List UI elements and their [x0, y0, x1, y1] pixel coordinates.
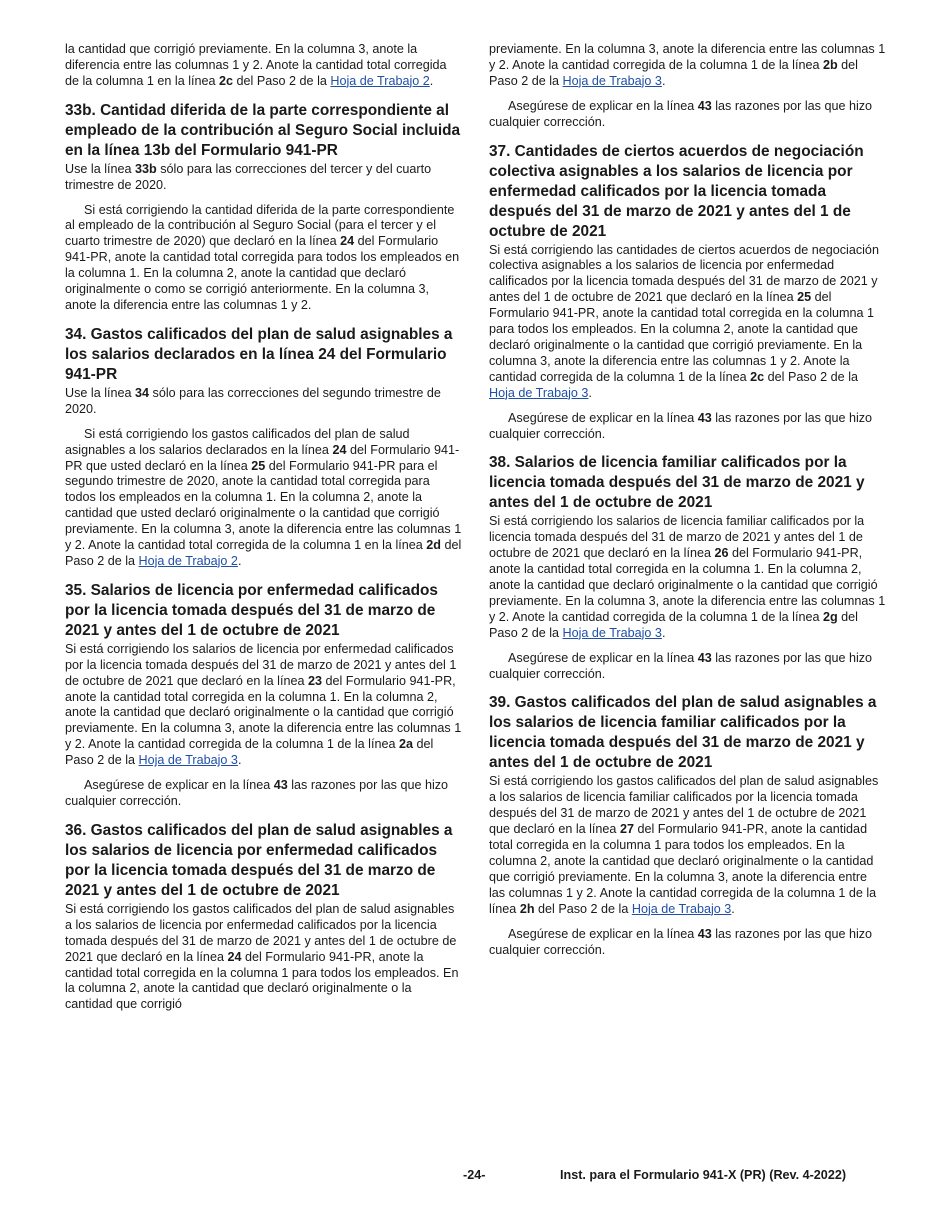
paragraph-36-instructions: Si está corrigiendo los gastos calificados del plan de salud asignables a los salarios de licencia por enfermedad calificados por la licencia tomada después del 31 de marzo de 2021 y antes del 1 de octubre de 2021 que declaró en la línea 24 del Formulario 941-PR, anote la cantidad total corregida en la columna 1 para todos los empleados. En la columna 2, anote la cantidad que declaró originalmente o la cantidad que corrigió [65, 901, 459, 1012]
paragraph-34-instructions: Si está corrigiendo los gastos calificados del plan de salud asignables a los salarios declarados en la línea 24 del Formulario 941-PR que usted declaró en la línea 25 del Formulario 941-PR para el segundo trimestre de 2020, anote la cantidad total corregida para todos los empleados en la columna 1. En la columna 2, anote la cantidad que usted declaró originalmente o la cantidad que corrigió previamente. En la columna 3, anote la diferencia entre las columnas 1 y 2. Anote la cantidad total corregida de la columna 1 en la línea 2d del Paso 2 de la Hoja de Trabajo 2. [65, 426, 462, 568]
heading-34: 34. Gastos calificados del plan de salud asignables a los salarios declarados en la línea 24 del Formulario 941-PR [65, 325, 453, 383]
link-hoja-de-trabajo-2[interactable]: Hoja de Trabajo 2 [138, 553, 238, 568]
link-hoja-de-trabajo-3[interactable]: Hoja de Trabajo 3 [489, 385, 589, 400]
paragraph-33b-scope: Use la línea 33b sólo para las correcciones del tercer y del cuarto trimestre de 2020. [65, 161, 432, 192]
heading-38: 38. Salarios de licencia familiar calificados por la licencia tomada después del 31 de marzo de 2021 y antes del 1 de octubre de 2021 [489, 454, 865, 512]
paragraph-33b-instructions: Si está corrigiendo la cantidad diferida de la parte correspondiente al empleado de la contribución al Seguro Social (para el tercer y el cuarto trimestre de 2020) que declaró en la línea 24 del Formulario 941-PR, anote la cantidad total corregida para todos los empleados en la columna 1. En la columna 2, anote la cantidad que declaró originalmente o como se corrigió anteriormente. En la columna 3, anote la diferencia entre las columnas 1 y 2. [65, 202, 460, 312]
paragraph-35-explain: Asegúrese de explicar en la línea 43 las razones por las que hizo cualquier corrección. [65, 778, 449, 808]
link-hoja-de-trabajo-3[interactable]: Hoja de Trabajo 3 [138, 753, 238, 768]
heading-33b: 33b. Cantidad diferida de la parte correspondiente al empleado de la contribución al Seguro Social incluida en la línea 13b del Formulario 941-PR [65, 101, 461, 159]
paragraph-36-explain: Asegúrese de explicar en la línea 43 las razones por las que hizo cualquier corrección. [489, 98, 873, 129]
paragraph-continuation-33a: la cantidad que corrigió previamente. En la columna 3, anote la diferencia entre las columnas 1 y 2. Anote la cantidad total corregida de la columna 1 en la línea 2c del Paso 2 de la Hoja de Trabajo 2. [65, 42, 447, 88]
heading-39: 39. Gastos calificados del plan de salud asignables a los salarios de licencia familiar calificados por la licencia tomada después del 31 de marzo de 2021 y antes del 1 de octubre de 2021 [489, 694, 877, 772]
link-hoja-de-trabajo-3[interactable]: Hoja de Trabajo 3 [562, 625, 662, 640]
link-hoja-de-trabajo-3[interactable]: Hoja de Trabajo 3 [562, 73, 662, 88]
left-column [65, 42, 462, 1013]
paragraph-34-scope: Use la línea 34 sólo para las correcciones del segundo trimestre de 2020. [65, 385, 441, 416]
right-column [489, 42, 886, 958]
paragraph-39-explain: Asegúrese de explicar en la línea 43 las razones por las que hizo cualquier corrección. [489, 926, 873, 957]
paragraph-35-instructions: Si está corrigiendo los salarios de licencia por enfermedad calificados por la licencia tomada después del 31 de marzo de 2021 y antes del 1 de octubre de 2021 que declaró en la línea 23 del Formulario 941-PR, anote la cantidad total corregida en la columna 1. En la columna 2, anote la cantidad que declaró originalmente o la cantidad que corrigió previamente. En la columna 3, anote la diferencia entre las columnas 1 y 2. Anote la cantidad corregida de la columna 1 de la línea 2a del Paso 2 de la Hoja de Trabajo 3. [65, 641, 462, 768]
paragraph-38-explain: Asegúrese de explicar en la línea 43 las razones por las que hizo cualquier corrección. [489, 650, 873, 681]
paragraph-continuation-36: previamente. En la columna 3, anote la diferencia entre las columnas 1 y 2. Anote la cantidad corregida de la columna 1 de la línea 2b del Paso 2 de la Hoja de Trabajo 3. [489, 42, 886, 88]
footer-title: Inst. para el Formulario 941-X (PR) (Rev. 4-2022) [560, 1168, 847, 1182]
paragraph-37-explain: Asegúrese de explicar en la línea 43 las razones por las que hizo cualquier corrección. [489, 410, 873, 441]
paragraph-37-instructions: Si está corrigiendo las cantidades de ciertos acuerdos de negociación colectiva asignables a los salarios de licencia por enfermedad calificados por la licencia tomada después del 31 de marzo de 2021 y antes del 1 de octubre de 2021 que declaró en la línea 25 del Formulario 941-PR, anote la cantidad total corregida en la columna 1 para todos los empleados. En la columna 2, anote la cantidad que declaró originalmente o la cantidad que corrigió previamente. En la columna 3, anote la diferencia entre las columnas 1 y 2. Anote la cantidad corregida de la columna 1 de la línea 2c del Paso 2 de la Hoja de Trabajo 3. [489, 242, 879, 400]
heading-36: 36. Gastos calificados del plan de salud asignables a los salarios de licencia por enfermedad calificados por la licencia tomada después del 31 de marzo de 2021 y antes del 1 de octubre de 2021 [65, 821, 453, 899]
page-number: -24- [463, 1168, 486, 1182]
heading-35: 35. Salarios de licencia por enfermedad calificados por la licencia tomada después del 31 de marzo de 2021 y antes del 1 de octubre de 2021 [65, 581, 438, 639]
paragraph-38-instructions: Si está corrigiendo los salarios de licencia familiar calificados por la licencia tomada después del 31 de marzo de 2021 y antes del 1 de octubre de 2021 que declaró en la línea 26 del Formulario 941-PR, anote la cantidad total corregida en la columna 1. En la columna 2, anote la cantidad que declaró originalmente o la cantidad que corrigió previamente. En la columna 3, anote la diferencia entre las columnas 1 y 2. Anote la cantidad corregida de la columna 1 de la línea 2g del Paso 2 de la Hoja de Trabajo 3. [489, 514, 886, 640]
paragraph-39-instructions: Si está corrigiendo los gastos calificados del plan de salud asignables a los salarios de licencia familiar calificados por la licencia tomada después del 31 de marzo de 2021 y antes del 1 de octubre de 2021 que declaró en la línea 27 del Formulario 941-PR, anote la cantidad total corregida en la columna 1 para todos los empleados. En la columna 2, anote la cantidad que declaró originalmente o la cantidad que corrigió previamente. En la columna 3, anote la diferencia entre las columnas 1 y 2. Anote la cantidad corregida de la columna 1 de la línea 2h del Paso 2 de la Hoja de Trabajo 3. [489, 774, 879, 916]
link-hoja-de-trabajo-3[interactable]: Hoja de Trabajo 3 [631, 901, 732, 916]
heading-37: 37. Cantidades de ciertos acuerdos de negociación colectiva asignables a los salarios de licencia por enfermedad calificados por la licencia tomada después del 31 de marzo de 2021 y antes del 1 de octubre de 2021 [489, 142, 864, 240]
link-hoja-de-trabajo-2[interactable]: Hoja de Trabajo 2 [330, 73, 430, 88]
